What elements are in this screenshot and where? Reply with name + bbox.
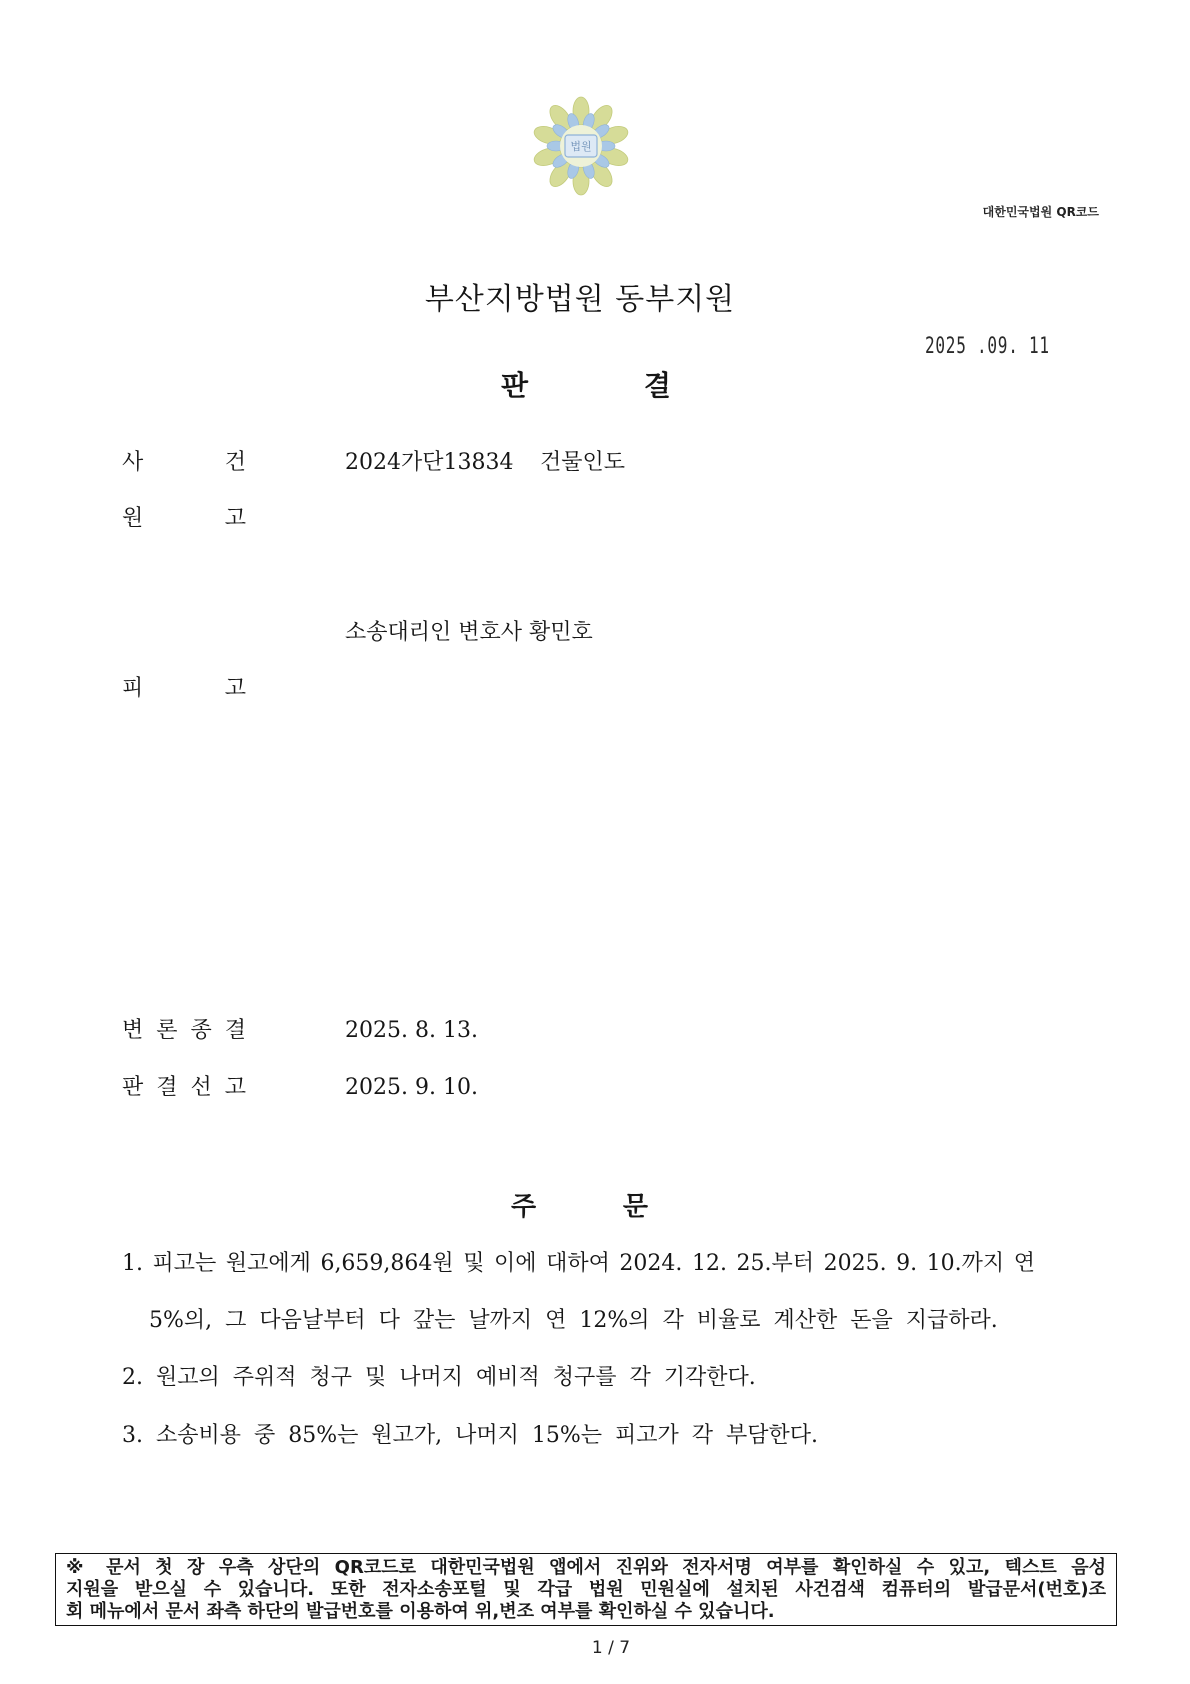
defendant-label: 피 고 [122,676,246,701]
order-item-3: 3. 소송비용 중 85%는 원고가, 나머지 15%는 피고가 각 부담한다. [122,1423,819,1448]
notice-line-2: 지원을 받으실 수 있습니다. 또한 전자소송포털 및 각급 법원 민원실에 설치된 사건검색 컴퓨터의 발급문서(번호)조 [66,1579,1106,1600]
closing-date: 2025. 8. 13. [345,1018,478,1043]
order-heading: 주 문 [511,1192,648,1222]
plaintiff-attorney: 소송대리인 변호사 황민호 [345,620,593,645]
ruling-label: 판 결 선 고 [122,1075,246,1100]
case-title: 건물인도 [540,450,626,475]
court-seal-icon [529,94,633,198]
qr-code-label: 대한민국법원 QR코드 [982,205,1099,219]
case-label: 사 건 [122,450,246,475]
case-number: 2024가단13834 [345,450,514,475]
page-number: 1 / 7 [591,1638,631,1658]
seal-label: 법원 [570,140,592,153]
notice-line-1: ※ 문서 첫 장 우측 상단의 QR코드로 대한민국법원 앱에서 진위와 전자서명 여부를 확인하실 수 있고, 텍스트 음성 [66,1557,1106,1578]
plaintiff-label: 원 고 [122,506,246,531]
court-name: 부산지방법원 동부지원 [424,282,736,317]
ruling-date: 2025. 9. 10. [345,1075,478,1100]
order-item-1-line-2: 5%의, 그 다음날부터 다 갚는 날까지 연 12%의 각 비율로 계산한 돈을 지급하라. [149,1308,998,1333]
verification-notice [55,1553,1117,1626]
closing-label: 변 론 종 결 [122,1018,246,1043]
notice-line-3: 회 메뉴에서 문서 좌측 하단의 발급번호를 이용하여 위,변조 여부를 확인하실 수 있습니다. [66,1601,775,1622]
order-item-2: 2. 원고의 주위적 청구 및 나머지 예비적 청구를 각 기각한다. [122,1365,756,1390]
stamp-date: 2025 .09. 11 [925,334,1050,359]
document-title: 판 결 [501,369,671,402]
order-item-1-line-1: 1. 피고는 원고에게 6,659,864원 및 이에 대하여 2024. 12. 25.부터 2025. 9. 10.까지 연 [122,1251,1035,1276]
